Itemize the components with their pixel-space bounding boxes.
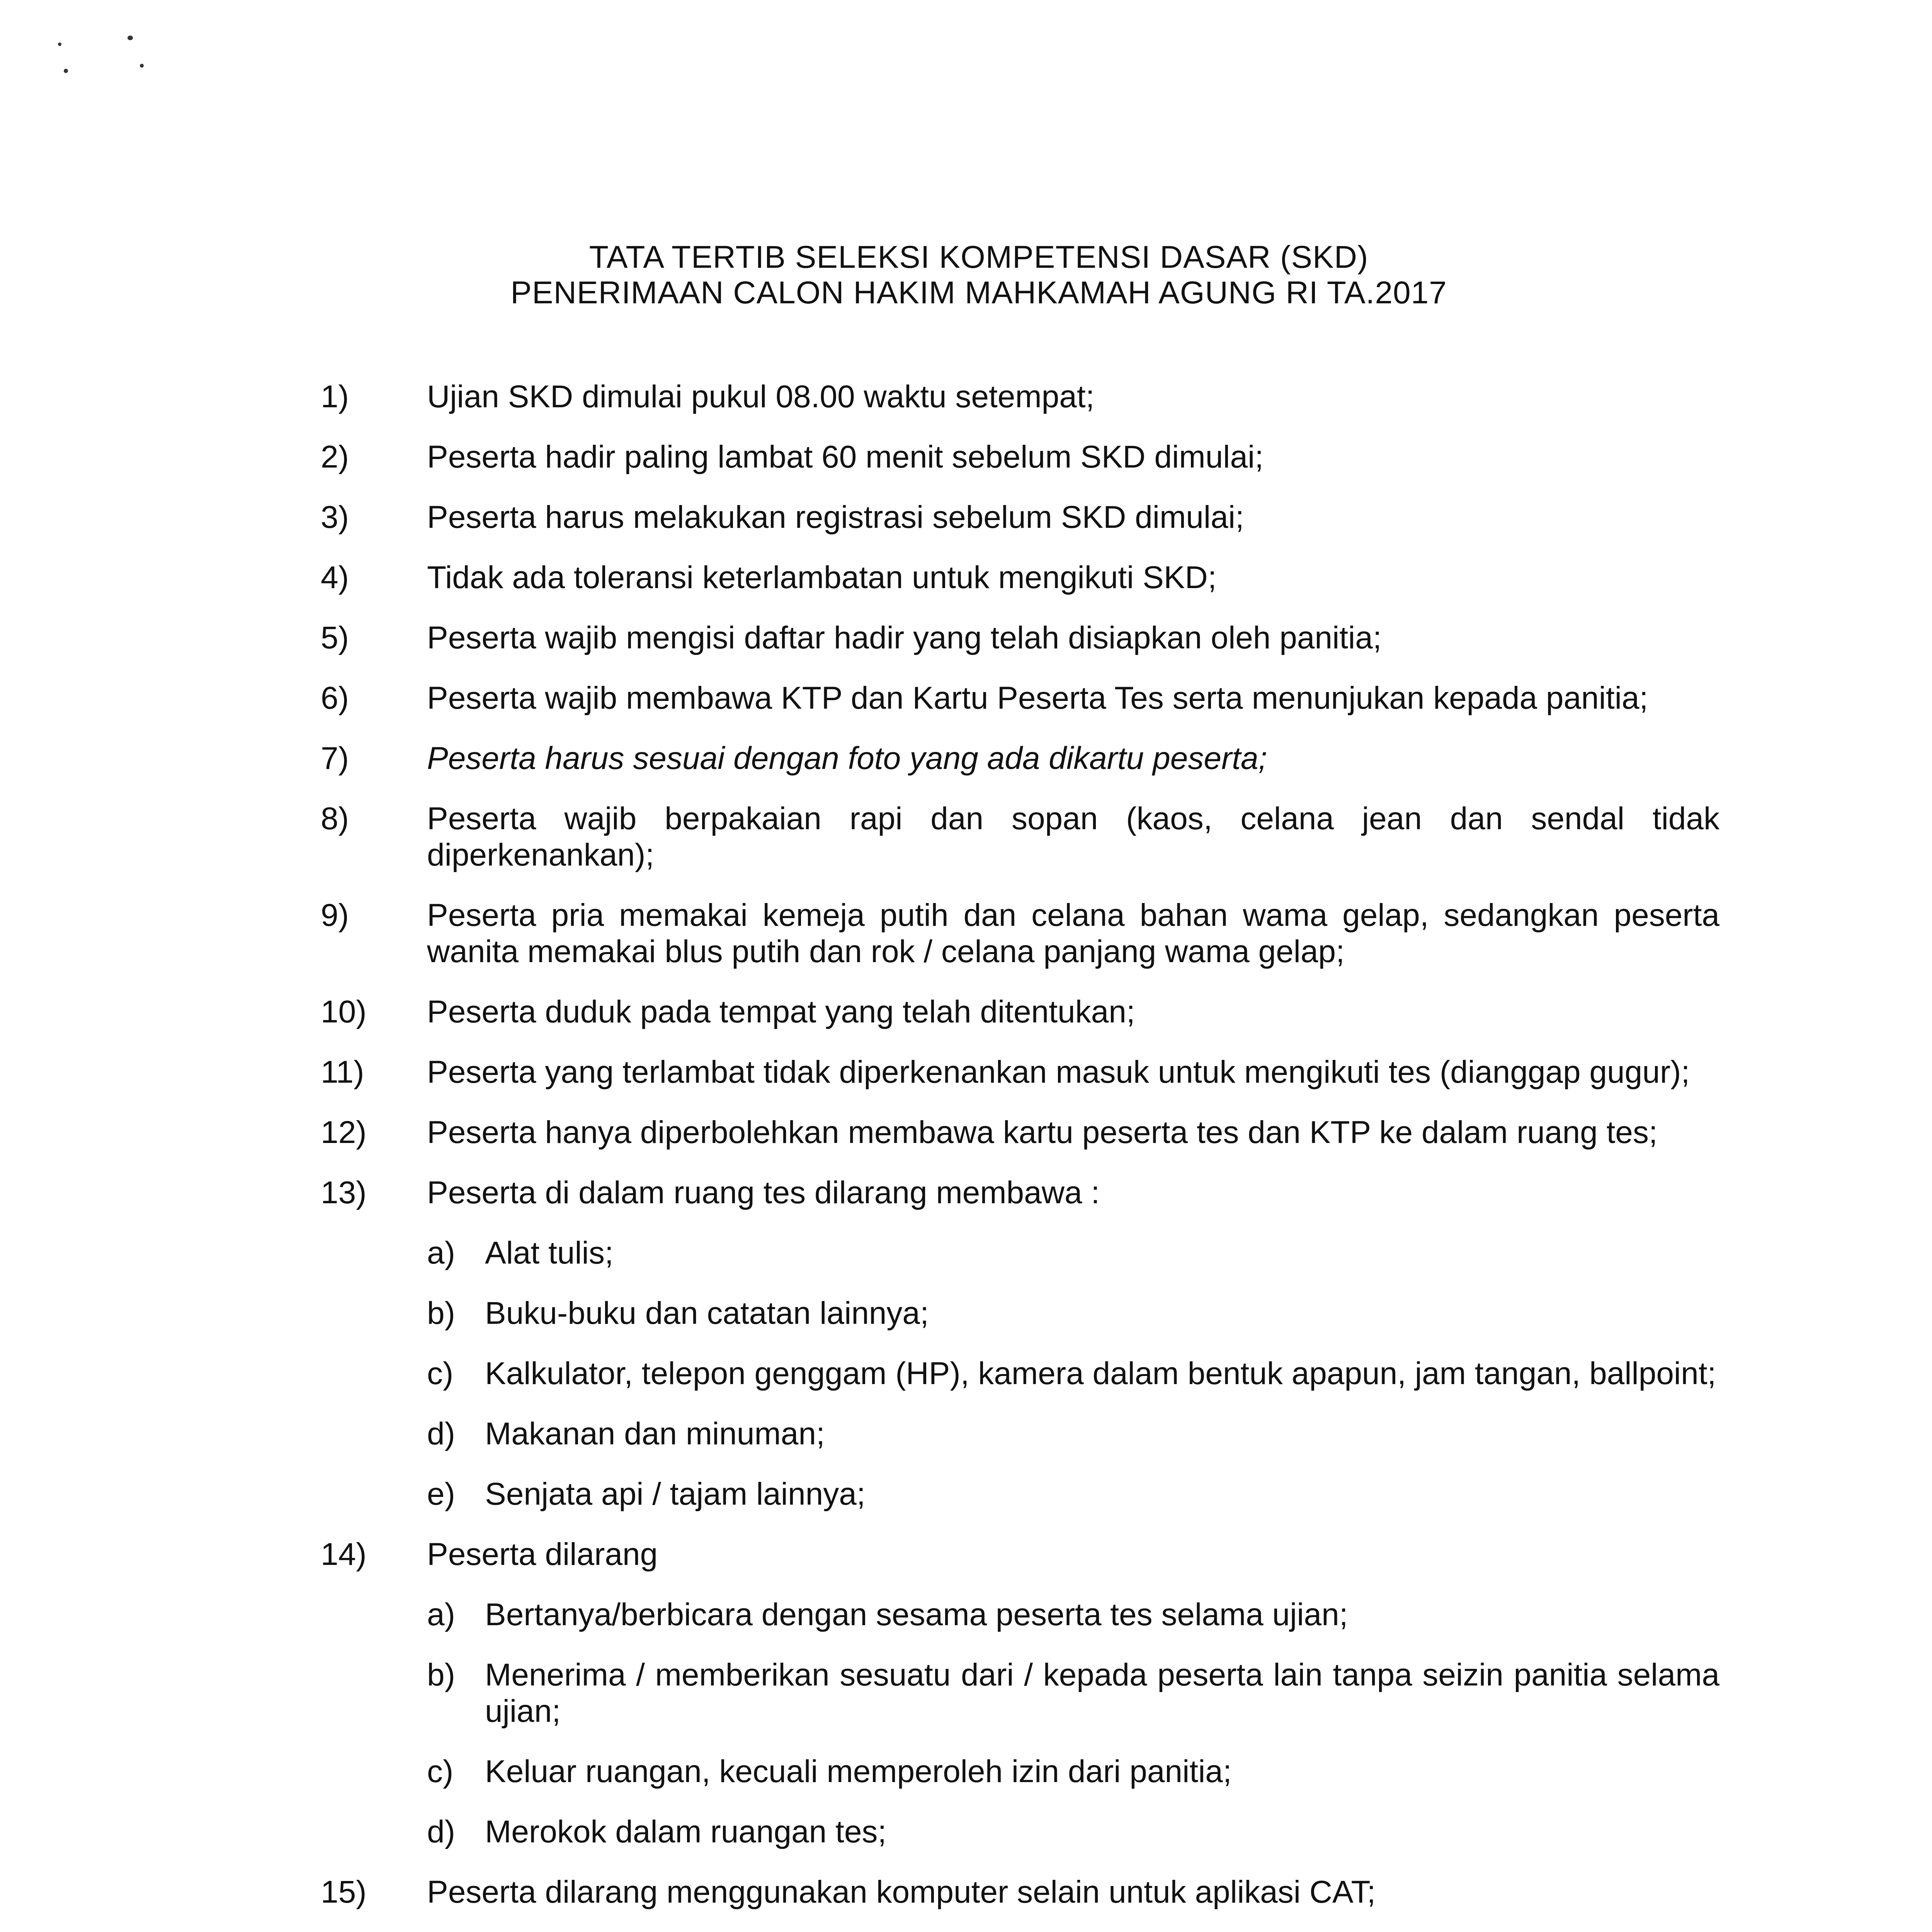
sub-letter: d) xyxy=(427,1416,455,1451)
scan-speck xyxy=(140,64,144,68)
rule-item xyxy=(321,1175,1719,1512)
rule-text: Tidak ada toleransi keterlambatan untuk mengikuti SKD; xyxy=(427,560,1217,595)
sub-item xyxy=(427,1814,1719,1850)
sub-text: Kalkulator, telepon genggam (HP), kamera dalam bentuk apapun, jam tangan, ballpoint; xyxy=(485,1356,1716,1391)
sub-item xyxy=(427,1753,1719,1790)
rule-number: 12) xyxy=(321,1115,367,1150)
rule-text: Peserta wajib membawa KTP dan Kartu Peserta Tes serta menunjukan kepada panitia; xyxy=(427,680,1648,716)
rule-text: Peserta hanya diperbolehkan membawa kartu peserta tes dan KTP ke dalam ruang tes; xyxy=(427,1115,1658,1150)
sub-text: Bertanya/berbicara dengan sesama peserta tes selama ujian; xyxy=(485,1597,1348,1632)
rule-text: Peserta dilarang xyxy=(427,1537,658,1572)
rule-number: 15) xyxy=(321,1874,367,1910)
rule-number: 14) xyxy=(321,1537,367,1572)
rule-text: Peserta duduk pada tempat yang telah ditentukan; xyxy=(427,994,1135,1029)
sub-text: Menerima / memberikan sesuatu dari / kepada peserta lain tanpa seizin panitia selama ujian; xyxy=(485,1657,1719,1729)
sub-letter: c) xyxy=(427,1356,454,1391)
document-title xyxy=(0,240,1932,311)
scan-speck xyxy=(58,43,61,46)
sub-letter: e) xyxy=(427,1476,455,1512)
rule-text: Peserta wajib mengisi daftar hadir yang telah disiapkan oleh panitia; xyxy=(427,620,1382,655)
sub-list xyxy=(427,1235,1719,1512)
rule-number: 6) xyxy=(321,680,349,716)
sub-item xyxy=(427,1416,1719,1452)
sub-letter: a) xyxy=(427,1597,455,1632)
rule-text: Peserta hadir paling lambat 60 menit sebelum SKD dimulai; xyxy=(427,439,1264,474)
scan-speck xyxy=(64,69,68,73)
rule-number: 13) xyxy=(321,1175,367,1210)
sub-letter: a) xyxy=(427,1235,455,1270)
scan-speck xyxy=(128,36,133,40)
title-line-1: TATA TERTIB SELEKSI KOMPETENSI DASAR (SKD) xyxy=(589,240,1369,275)
rule-number: 5) xyxy=(321,620,349,655)
sub-letter: d) xyxy=(427,1814,455,1849)
rule-text: Peserta di dalam ruang tes dilarang membawa : xyxy=(427,1175,1100,1210)
sub-item xyxy=(427,1235,1719,1271)
rule-item xyxy=(321,439,1719,475)
rule-text: Peserta harus melakukan registrasi sebelum SKD dimulai; xyxy=(427,500,1244,535)
sub-letter: b) xyxy=(427,1296,455,1331)
rule-item xyxy=(321,680,1719,716)
rules-list xyxy=(321,379,1719,1932)
rule-item xyxy=(321,620,1719,656)
rule-item xyxy=(321,1536,1719,1850)
rule-item xyxy=(321,1054,1719,1090)
rule-number: 1) xyxy=(321,379,349,414)
rule-number: 3) xyxy=(321,500,349,535)
sub-item xyxy=(427,1355,1719,1392)
rule-number: 10) xyxy=(321,994,367,1029)
rule-number: 7) xyxy=(321,741,349,776)
rule-text: Ujian SKD dimulai pukul 08.00 waktu setempat; xyxy=(427,379,1095,414)
rule-text: Peserta wajib berpakaian rapi dan sopan (kaos, celana jean dan sendal tidak diperkenankan); xyxy=(427,801,1719,872)
rule-number: 11) xyxy=(321,1054,364,1090)
rule-text: Peserta yang terlambat tidak diperkenankan masuk untuk mengikuti tes (dianggap gugur); xyxy=(427,1054,1690,1090)
sub-text: Merokok dalam ruangan tes; xyxy=(485,1814,887,1849)
rule-number: 2) xyxy=(321,439,349,474)
rule-item xyxy=(321,1114,1719,1151)
rule-item xyxy=(321,560,1719,596)
rule-item xyxy=(321,897,1719,970)
title-line-2: PENERIMAAN CALON HAKIM MAHKAMAH AGUNG RI TA.2017 xyxy=(510,275,1447,310)
sub-text: Alat tulis; xyxy=(485,1235,614,1270)
sub-text: Buku-buku dan catatan lainnya; xyxy=(485,1296,929,1331)
sub-text: Senjata api / tajam lainnya; xyxy=(485,1476,866,1512)
rule-number: 8) xyxy=(321,801,349,836)
rule-number: 9) xyxy=(321,898,349,933)
sub-text: Keluar ruangan, kecuali memperoleh izin dari panitia; xyxy=(485,1754,1232,1789)
rule-item xyxy=(321,379,1719,415)
sub-letter: b) xyxy=(427,1657,455,1692)
sub-text: Makanan dan minuman; xyxy=(485,1416,825,1451)
rule-item xyxy=(321,740,1719,777)
sub-item xyxy=(427,1295,1719,1332)
rule-text: Peserta pria memakai kemeja putih dan celana bahan wama gelap, sedangkan peserta wanita memakai blus putih dan rok / celana panjang wama gelap; xyxy=(427,898,1719,969)
sub-letter: c) xyxy=(427,1754,454,1789)
rule-item xyxy=(321,994,1719,1030)
sub-item xyxy=(427,1657,1719,1730)
sub-list xyxy=(427,1597,1719,1850)
rule-item xyxy=(321,499,1719,536)
rule-text: Peserta dilarang menggunakan komputer selain untuk aplikasi CAT; xyxy=(427,1874,1376,1910)
sub-item xyxy=(427,1597,1719,1633)
rule-item xyxy=(321,1874,1719,1910)
sub-item xyxy=(427,1476,1719,1512)
rule-item xyxy=(321,801,1719,873)
rule-number: 4) xyxy=(321,560,349,595)
rule-text: Peserta harus sesuai dengan foto yang ada dikartu peserta; xyxy=(427,741,1267,776)
